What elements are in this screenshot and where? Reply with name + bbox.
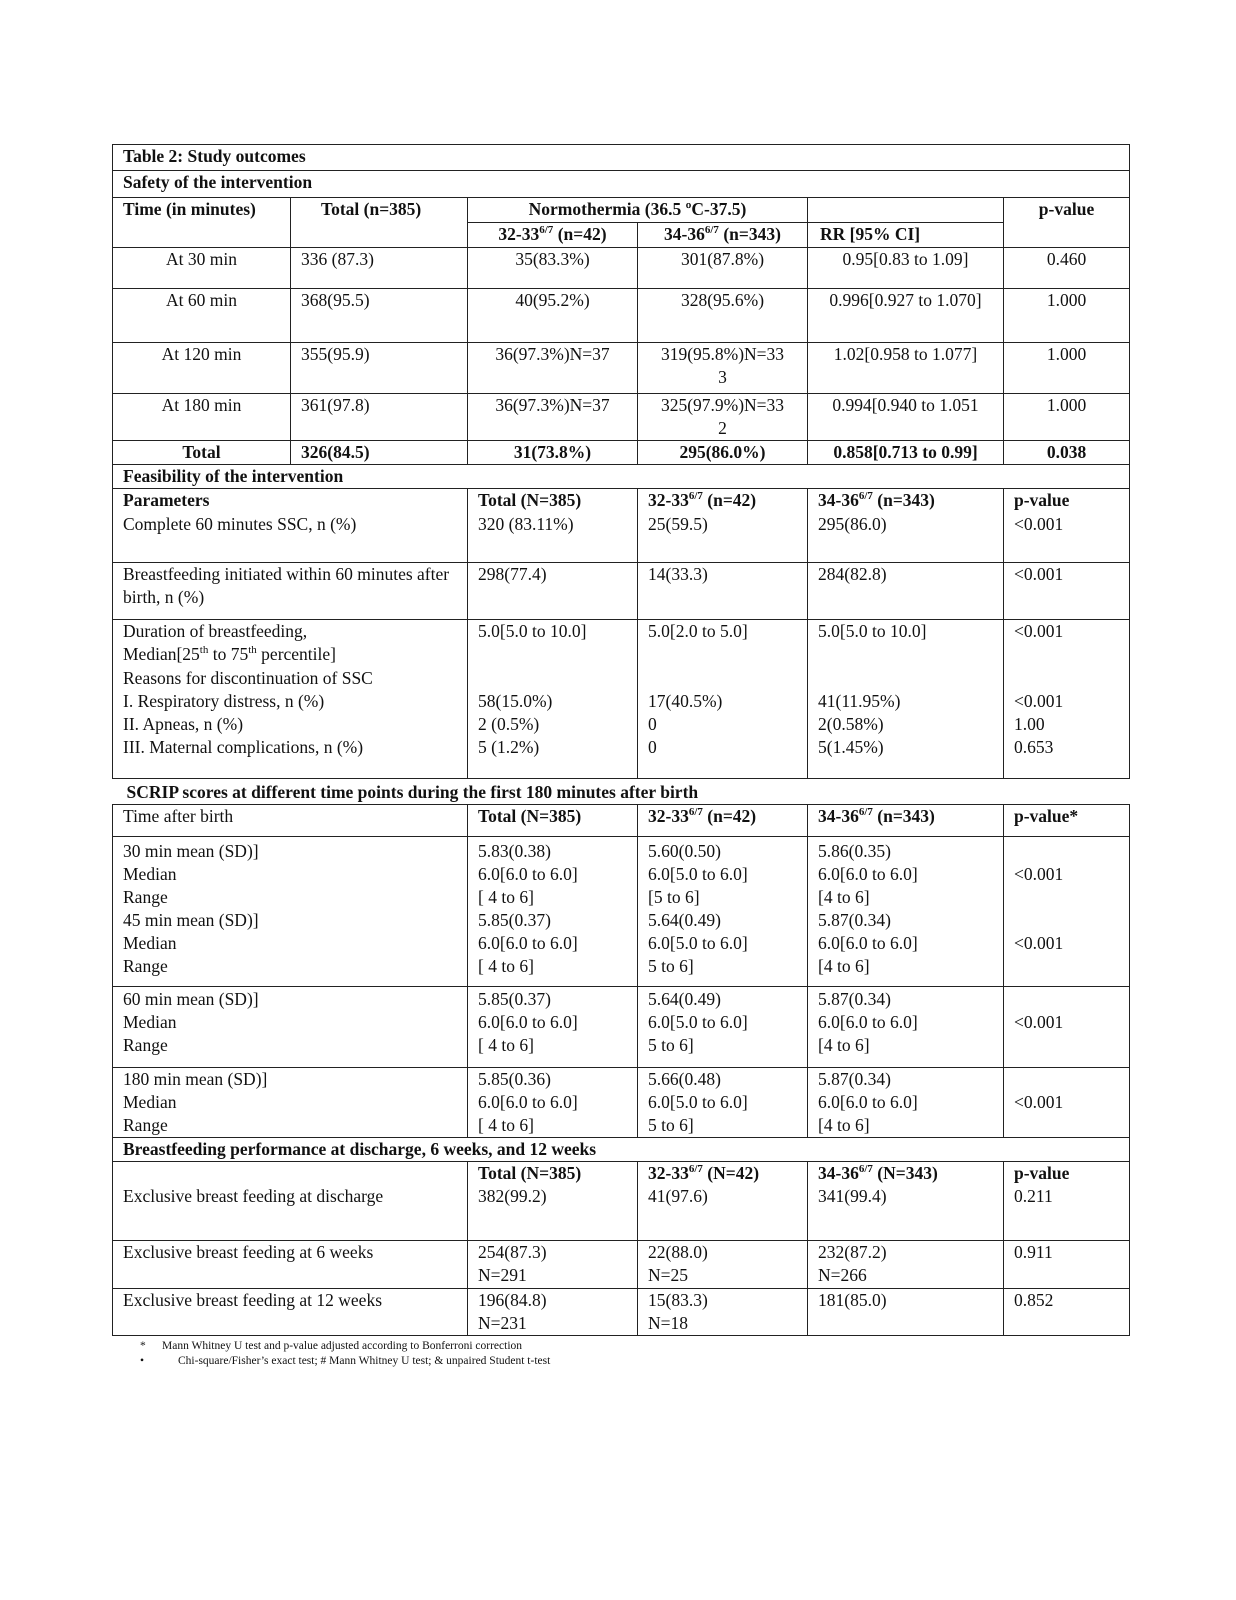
rr-cell: 0.996[0.927 to 1.070]: [808, 289, 1004, 343]
rr-cell: 0.994[0.940 to 1.051: [808, 394, 1004, 441]
section-header-row: [113, 171, 1130, 198]
col-header-time-after-birth: Time after birth: [113, 805, 468, 837]
scrip-label-cell: 30 min mean (SD)] Median Range: [113, 837, 468, 910]
parameter-cell: Reasons for discontinuation of SSC I. Respiratory distress, n (%) II. Apneas, n (%) III. Maternal complications, n (%): [113, 667, 468, 779]
total-cell: 382(99.2): [468, 1185, 638, 1240]
col-header-time: Time (in minutes): [113, 198, 291, 223]
safety-header-row: [113, 198, 1130, 223]
study-outcomes-table: [112, 144, 1130, 1336]
footnote-text: Chi-square/Fisher’s exact test; # Mann Whitney U test; & unpaired Student t-test: [178, 1355, 551, 1367]
breastfeeding-label-cell: Exclusive breast feeding at discharge: [113, 1185, 468, 1240]
group-count: (n=42): [702, 490, 757, 510]
group2-cell: 295(86.0%): [638, 441, 808, 465]
group1-cell: 40(95.2%): [468, 289, 638, 343]
breastfeeding-row: [113, 1240, 1130, 1288]
section-header-row: [113, 465, 1130, 489]
parameter-text: Median[25: [123, 644, 200, 664]
group-count: (n=42): [553, 224, 607, 244]
breastfeeding-row: [113, 1288, 1130, 1335]
group2-cell: 301(87.8%): [638, 248, 808, 289]
time-cell: At 60 min: [113, 289, 291, 343]
parameter-text: percentile]: [256, 644, 336, 664]
pvalue-cell: 1.000: [1004, 343, 1130, 394]
group1-cell: 35(83.3%): [468, 248, 638, 289]
section-header-row: [113, 1137, 1130, 1161]
group2-cell: 181(85.0): [808, 1288, 1004, 1335]
group-count: (n=343): [872, 490, 935, 510]
group-superscript: 6/7: [704, 224, 719, 237]
scrip-row: [113, 837, 1130, 910]
group1-cell: 31(73.8%): [468, 441, 638, 465]
group2-cell: 5.87(0.34) 6.0[6.0 to 6.0] [4 to 6]: [808, 909, 1004, 986]
group1-cell: 5.0[2.0 to 5.0]: [638, 620, 808, 667]
group-superscript: 6/7: [688, 490, 703, 503]
group2-cell: 319(95.8%)N=33 3: [638, 343, 808, 394]
group2-cell: 5.0[5.0 to 10.0]: [808, 620, 1004, 667]
parameter-cell: Breastfeeding initiated within 60 minutes after birth, n (%): [113, 563, 468, 620]
feasibility-row: [113, 563, 1130, 620]
pvalue-cell: <0.001: [1004, 513, 1130, 563]
total-cell: 196(84.8) N=231: [468, 1288, 638, 1335]
col-header-group-34-36: [808, 1161, 1004, 1185]
group2-cell: 41(11.95%) 2(0.58%) 5(1.45%): [808, 667, 1004, 779]
group2-cell: 284(82.8): [808, 563, 1004, 620]
time-cell: Total: [113, 441, 291, 465]
section-title-breastfeeding: Breastfeeding performance at discharge, 6 weeks, and 12 weeks: [113, 1137, 1130, 1161]
total-cell: 58(15.0%) 2 (0.5%) 5 (1.2%): [468, 667, 638, 779]
group-superscript: 6/7: [858, 1162, 873, 1175]
group2-cell: 5.86(0.35) 6.0[6.0 to 6.0] [4 to 6]: [808, 837, 1004, 910]
pvalue-cell: 0.460: [1004, 248, 1130, 289]
pvalue-cell: 0.211: [1004, 1185, 1130, 1240]
safety-row: [113, 394, 1130, 441]
group-superscript: 6/7: [688, 1162, 703, 1175]
group1-cell: 25(59.5): [638, 513, 808, 563]
pvalue-cell: <0.001: [1004, 986, 1130, 1067]
parameter-cell: [113, 620, 468, 667]
total-cell: 361(97.8): [291, 394, 468, 441]
safety-row: [113, 343, 1130, 394]
empty-cell: [113, 1161, 468, 1185]
col-header-pvalue: p-value: [1004, 489, 1130, 513]
asterisk-marker: *: [140, 1340, 146, 1352]
total-cell: 254(87.3) N=291: [468, 1240, 638, 1288]
col-header-group-32-33: [638, 489, 808, 513]
col-header-pvalue: p-value*: [1004, 805, 1130, 837]
rr-cell: 0.858[0.713 to 0.99]: [808, 441, 1004, 465]
group1-cell: 36(97.3%)N=37: [468, 394, 638, 441]
pvalue-cell: <0.001: [1004, 1067, 1130, 1137]
pvalue-cell: <0.001: [1004, 837, 1130, 910]
time-cell: At 120 min: [113, 343, 291, 394]
time-cell: At 180 min: [113, 394, 291, 441]
group-superscript: 6/7: [858, 806, 873, 819]
group-superscript: 6/7: [688, 806, 703, 819]
pvalue-cell: <0.001: [1004, 909, 1130, 986]
group2-cell: 5.87(0.34) 6.0[6.0 to 6.0] [4 to 6]: [808, 1067, 1004, 1137]
total-cell: 298(77.4): [468, 563, 638, 620]
group-label: 34-36: [818, 806, 859, 826]
col-header-group-32-33: [468, 223, 638, 248]
pvalue-cell: 1.000: [1004, 394, 1130, 441]
group-label: 34-36: [818, 490, 859, 510]
footnotes: [140, 1339, 550, 1369]
superscript: th: [248, 644, 257, 657]
group1-cell: 41(97.6): [638, 1185, 808, 1240]
group-count: (N=343): [872, 1162, 938, 1183]
footnote: [140, 1354, 550, 1369]
pvalue-cell: 1.000: [1004, 289, 1130, 343]
safety-row: [113, 289, 1130, 343]
col-header-total: Total (n=385): [291, 198, 468, 223]
total-cell: 326(84.5): [291, 441, 468, 465]
total-cell: 355(95.9): [291, 343, 468, 394]
group-count: (n=42): [702, 806, 757, 826]
scrip-label-cell: 60 min mean (SD)] Median Range: [113, 986, 468, 1067]
col-header-pvalue: p-value: [1004, 198, 1130, 223]
col-header-normothermia: Normothermia (36.5 ºC-37.5): [468, 198, 808, 223]
feasibility-row: [113, 667, 1130, 779]
group1-cell: 22(88.0) N=25: [638, 1240, 808, 1288]
feasibility-row: [113, 620, 1130, 667]
superscript: th: [199, 644, 209, 657]
breastfeeding-label-cell: Exclusive breast feeding at 12 weeks: [113, 1288, 468, 1335]
total-cell: 5.83(0.38) 6.0[6.0 to 6.0] [ 4 to 6]: [468, 837, 638, 910]
section-title-safety: Safety of the intervention: [113, 171, 1130, 198]
pvalue-cell: 0.038: [1004, 441, 1130, 465]
empty-cell: [808, 198, 1004, 223]
col-header-rr: RR [95% CI]: [808, 223, 1004, 248]
footnote-text: Mann Whitney U test and p-value adjusted according to Bonferroni correction: [162, 1340, 523, 1352]
empty-cell: [291, 223, 468, 248]
total-cell: 5.85(0.37) 6.0[6.0 to 6.0] [ 4 to 6]: [468, 909, 638, 986]
total-cell: 5.85(0.37) 6.0[6.0 to 6.0] [ 4 to 6]: [468, 986, 638, 1067]
rr-cell: 1.02[0.958 to 1.077]: [808, 343, 1004, 394]
total-cell: 5.85(0.36) 6.0[6.0 to 6.0] [ 4 to 6]: [468, 1067, 638, 1137]
group1-cell: 14(33.3): [638, 563, 808, 620]
group-label: 32-33: [648, 1162, 689, 1183]
section-title-scrip: SCRIP scores at different time points during the first 180 minutes after birth: [113, 779, 1130, 805]
table-title-row: [113, 145, 1130, 171]
group1-cell: 15(83.3) N=18: [638, 1288, 808, 1335]
group-label: 32-33: [648, 806, 689, 826]
parameter-text: to 75: [208, 644, 249, 664]
scrip-row: [113, 909, 1130, 986]
safety-row: [113, 248, 1130, 289]
footnote: [140, 1339, 550, 1354]
group1-cell: 36(97.3%)N=37: [468, 343, 638, 394]
pvalue-cell: 0.911: [1004, 1240, 1130, 1288]
col-header-pvalue: p-value: [1004, 1161, 1130, 1185]
pvalue-cell: 0.852: [1004, 1288, 1130, 1335]
group1-cell: 5.64(0.49) 6.0[5.0 to 6.0] 5 to 6]: [638, 986, 808, 1067]
safety-total-row: [113, 441, 1130, 465]
empty-cell: [1004, 223, 1130, 248]
group-count: (n=343): [872, 806, 935, 826]
group-label: 34-36: [818, 1162, 859, 1183]
group2-cell: 295(86.0): [808, 513, 1004, 563]
group2-cell: 5.87(0.34) 6.0[6.0 to 6.0] [4 to 6]: [808, 986, 1004, 1067]
total-cell: 368(95.5): [291, 289, 468, 343]
scrip-label-cell: 45 min mean (SD)] Median Range: [113, 909, 468, 986]
group2-cell: 232(87.2) N=266: [808, 1240, 1004, 1288]
bullet-marker: •: [140, 1355, 145, 1367]
safety-subheader-row: [113, 223, 1130, 248]
group1-cell: 5.60(0.50) 6.0[5.0 to 6.0] [5 to 6]: [638, 837, 808, 910]
scrip-label-cell: 180 min mean (SD)] Median Range: [113, 1067, 468, 1137]
group2-cell: 328(95.6%): [638, 289, 808, 343]
table-title: Table 2: Study outcomes: [113, 145, 1130, 171]
feasibility-row: [113, 513, 1130, 563]
breastfeeding-header-row: [113, 1161, 1130, 1185]
document-page: [112, 144, 1129, 1336]
col-header-group-32-33: [638, 805, 808, 837]
group2-cell: 341(99.4): [808, 1185, 1004, 1240]
feasibility-header-row: [113, 489, 1130, 513]
scrip-header-row: [113, 805, 1130, 837]
time-cell: At 30 min: [113, 248, 291, 289]
scrip-row: [113, 986, 1130, 1067]
col-header-group-34-36: [638, 223, 808, 248]
section-header-row: [113, 779, 1130, 805]
pvalue-cell: <0.001: [1004, 563, 1130, 620]
breastfeeding-label-cell: Exclusive breast feeding at 6 weeks: [113, 1240, 468, 1288]
parameter-text: Duration of breastfeeding,: [123, 621, 308, 641]
breastfeeding-row: [113, 1185, 1130, 1240]
col-header-group-34-36: [808, 805, 1004, 837]
empty-cell: [113, 223, 291, 248]
group2-cell: 325(97.9%)N=33 2: [638, 394, 808, 441]
group-count: (N=42): [702, 1162, 760, 1183]
pvalue-cell: <0.001 1.00 0.653: [1004, 667, 1130, 779]
col-header-group-32-33: [638, 1161, 808, 1185]
col-header-total: Total (N=385): [468, 805, 638, 837]
col-header-total: Total (N=385): [468, 1161, 638, 1185]
group-superscript: 6/7: [858, 490, 873, 503]
scrip-row: [113, 1067, 1130, 1137]
total-cell: 5.0[5.0 to 10.0]: [468, 620, 638, 667]
total-cell: 336 (87.3): [291, 248, 468, 289]
col-header-parameters: Parameters: [113, 489, 468, 513]
group-label: 32-33: [648, 490, 689, 510]
col-header-group-34-36: [808, 489, 1004, 513]
rr-cell: 0.95[0.83 to 1.09]: [808, 248, 1004, 289]
group-superscript: 6/7: [539, 224, 554, 237]
group-label: 32-33: [498, 224, 540, 244]
group-label: 34-36: [664, 224, 705, 244]
group1-cell: 5.64(0.49) 6.0[5.0 to 6.0] 5 to 6]: [638, 909, 808, 986]
group-count: (n=343): [718, 224, 781, 244]
section-title-feasibility: Feasibility of the intervention: [113, 465, 1130, 489]
group1-cell: 5.66(0.48) 6.0[5.0 to 6.0] 5 to 6]: [638, 1067, 808, 1137]
pvalue-cell: <0.001: [1004, 620, 1130, 667]
group1-cell: 17(40.5%) 0 0: [638, 667, 808, 779]
col-header-total: Total (N=385): [468, 489, 638, 513]
parameter-cell: Complete 60 minutes SSC, n (%): [113, 513, 468, 563]
total-cell: 320 (83.11%): [468, 513, 638, 563]
